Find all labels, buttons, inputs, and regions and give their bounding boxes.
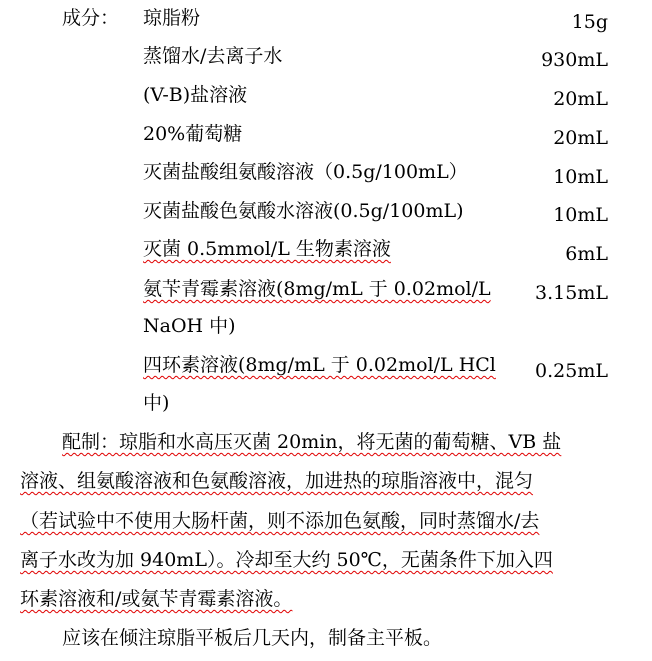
ingredient-agar-amount: 15g <box>571 11 608 33</box>
preparation-line: 溶液、组氨酸溶液和色氨酸溶液，加进热的琼脂溶液中，混匀 <box>20 470 534 492</box>
preparation-line: 配制：琼脂和水高压灭菌 20min，将无菌的葡萄糖、VB 盐 <box>62 431 562 453</box>
ingredients-label: 成分： <box>62 7 120 29</box>
ingredient-glucose-amount: 20mL <box>553 127 608 149</box>
ingredient-glucose-name: 20%葡萄糖 <box>143 123 243 145</box>
ingredient-ampicillin-name-line1: 氨苄青霉素溶液(8mg/mL 于 0.02mol/L <box>143 278 491 300</box>
ingredient-water-amount: 930mL <box>541 49 608 71</box>
ingredient-agar-name: 琼脂粉 <box>143 7 201 29</box>
ingredient-tetracycline-amount: 0.25mL <box>535 360 608 382</box>
ingredient-water-name: 蒸馏水/去离子水 <box>143 45 283 67</box>
ingredient-ampicillin-amount: 3.15mL <box>535 282 608 304</box>
preparation-line: （若试验中不使用大肠杆菌，则不添加色氨酸，同时蒸馏水/去 <box>20 510 540 532</box>
ingredient-biotin-name: 灭菌 0.5mmol/L 生物素溶液 <box>143 238 391 260</box>
ingredient-histidine-amount: 10mL <box>553 166 608 188</box>
preparation-line: 环素溶液和/或氨苄青霉素溶液。 <box>20 588 293 610</box>
preparation-line: 离子水改为加 940mL）。冷却至大约 50℃，无菌条件下加入四 <box>20 549 553 571</box>
ingredient-vb-salt-name: (V-B)盐溶液 <box>143 84 248 106</box>
preparation-note: 应该在倾注琼脂平板后几天内，制备主平板。 <box>62 627 443 649</box>
ingredient-tetracycline-name-line2: 中) <box>143 392 170 414</box>
ingredient-tetracycline-name-line1: 四环素溶液(8mg/mL 于 0.02mol/L HCl <box>143 354 496 376</box>
ingredient-biotin-amount: 6mL <box>565 243 608 265</box>
ingredient-tryptophan-amount: 10mL <box>553 204 608 226</box>
ingredient-ampicillin-name-line2: NaOH 中) <box>143 315 236 337</box>
ingredient-histidine-name: 灭菌盐酸组氨酸溶液（0.5g/100mL） <box>143 161 468 183</box>
ingredient-tryptophan-name: 灭菌盐酸色氨酸水溶液(0.5g/100mL) <box>143 200 464 222</box>
ingredient-vb-salt-amount: 20mL <box>553 88 608 110</box>
